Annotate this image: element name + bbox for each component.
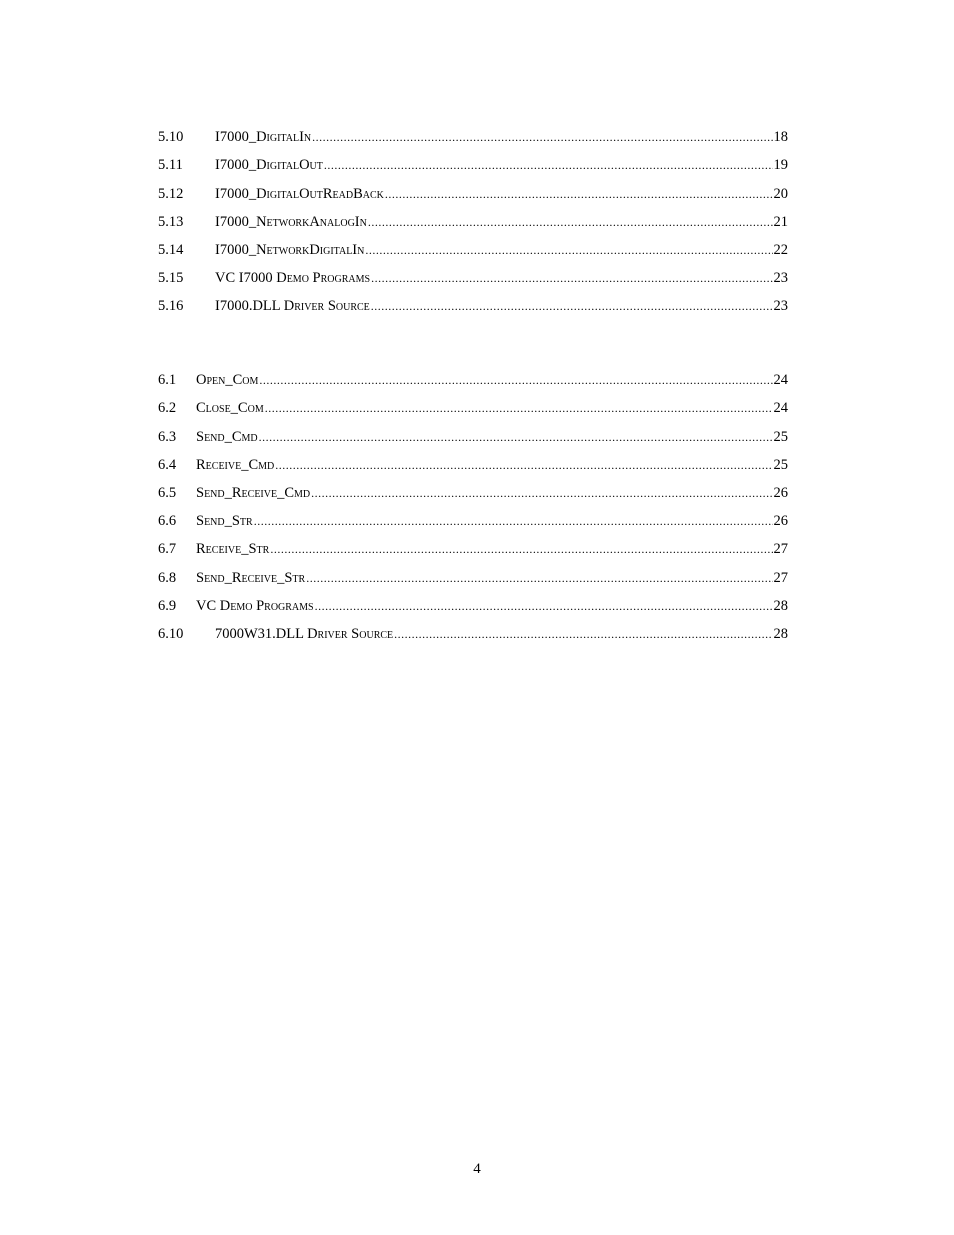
toc-entry[interactable] <box>158 446 788 474</box>
toc-entry[interactable] <box>158 502 788 530</box>
toc-dot-leader <box>270 540 772 558</box>
toc-entry[interactable] <box>158 587 788 615</box>
toc-entry-page: 28 <box>773 625 788 642</box>
toc-entry-number: 6.6 <box>158 513 177 530</box>
toc-entry-page: 18 <box>773 129 788 146</box>
toc-entry-title: I7000_NetworkAnalogIn <box>215 213 367 230</box>
toc-entry-page: 24 <box>773 372 788 389</box>
toc-dot-leader <box>368 213 773 231</box>
page-number: 4 <box>473 1161 481 1177</box>
toc-entry[interactable] <box>158 259 788 287</box>
toc-entry-number: 6.10 <box>158 625 184 642</box>
toc-entry-title: I7000_DigitalIn <box>215 129 312 146</box>
toc-entry-title: Send_Receive_Cmd <box>196 484 311 501</box>
toc-dot-leader <box>324 156 773 174</box>
toc-entry[interactable] <box>158 231 788 259</box>
toc-entry[interactable] <box>158 203 788 231</box>
toc-entry-number: 5.16 <box>158 298 184 315</box>
toc-entry-number: 6.7 <box>158 541 177 558</box>
toc-entry-page: 28 <box>773 597 788 614</box>
toc-entry-title: Receive_Str <box>196 541 270 558</box>
toc-entry-title: I7000_DigitalOutReadBack <box>215 185 384 202</box>
toc-entry-number: 5.15 <box>158 270 184 287</box>
toc-entry[interactable] <box>158 118 788 146</box>
toc-entry[interactable] <box>158 558 788 586</box>
toc-entry-page: 22 <box>773 241 788 258</box>
toc-entry[interactable] <box>158 389 788 417</box>
toc-entry-page: 26 <box>773 484 788 501</box>
toc-dot-leader <box>312 128 772 146</box>
toc-entry-page: 19 <box>773 157 788 174</box>
toc-entry-title: VC Demo Programs <box>196 597 314 614</box>
toc-entry-title: I7000_DigitalOut <box>215 157 323 174</box>
toc-entry-page: 24 <box>773 400 788 417</box>
toc-entry-page: 21 <box>773 213 788 230</box>
toc-entry-title: 7000W31.DLL Driver Source <box>215 625 394 642</box>
toc-dot-leader <box>371 269 772 287</box>
toc-entry-title: I7000.DLL Driver Source <box>215 298 370 315</box>
toc-entry-number: 5.12 <box>158 185 184 202</box>
toc-dot-leader <box>275 456 772 474</box>
toc-entry-page: 27 <box>773 541 788 558</box>
toc-entry-number: 6.5 <box>158 484 177 501</box>
toc-entry-page: 25 <box>773 456 788 473</box>
toc-entry-title: Receive_Cmd <box>196 456 275 473</box>
toc-dot-leader <box>265 399 773 417</box>
toc-entry-number: 6.1 <box>158 372 177 389</box>
toc-entry[interactable] <box>158 361 788 389</box>
toc-entry[interactable] <box>158 146 788 174</box>
toc-dot-leader <box>311 484 772 502</box>
toc-dot-leader <box>371 297 773 315</box>
toc-section-5 <box>158 118 788 315</box>
toc-entry[interactable] <box>158 615 788 643</box>
toc-entry[interactable] <box>158 174 788 202</box>
toc-dot-leader <box>259 428 773 446</box>
toc-entry-number: 5.14 <box>158 241 184 258</box>
toc-entry-number: 6.9 <box>158 597 177 614</box>
toc-dot-leader <box>259 371 772 389</box>
toc-entry[interactable] <box>158 530 788 558</box>
toc-entry-number: 6.3 <box>158 428 177 445</box>
toc-entry-number: 6.8 <box>158 569 177 586</box>
toc-entry-title: I7000_NetworkDigitalIn <box>215 241 365 258</box>
toc-dot-leader <box>365 241 772 259</box>
toc-entry-page: 23 <box>773 270 788 287</box>
toc-entry-page: 23 <box>773 298 788 315</box>
toc-entry-number: 5.11 <box>158 157 183 174</box>
toc-dot-leader <box>254 512 773 530</box>
toc-dot-leader <box>315 597 773 615</box>
toc-dot-leader <box>385 185 773 203</box>
toc-entry-title: Send_Receive_Str <box>196 569 306 586</box>
toc-dot-leader <box>306 569 772 587</box>
toc-entry-page: 27 <box>773 569 788 586</box>
toc-section-6 <box>158 361 788 643</box>
toc-entry[interactable] <box>158 474 788 502</box>
toc-entry-title: Send_Cmd <box>196 428 258 445</box>
toc-entry-page: 26 <box>773 513 788 530</box>
toc-entry[interactable] <box>158 417 788 445</box>
toc-dot-leader <box>394 625 772 643</box>
toc-entry-number: 5.13 <box>158 213 184 230</box>
toc-entry-number: 5.10 <box>158 129 184 146</box>
toc-entry-page: 25 <box>773 428 788 445</box>
toc-entry-number: 6.4 <box>158 456 177 473</box>
toc-entry-title: VC I7000 Demo Programs <box>215 270 371 287</box>
toc-entry[interactable] <box>158 287 788 315</box>
toc-entry-title: Send_Str <box>196 513 253 530</box>
toc-entry-number: 6.2 <box>158 400 177 417</box>
toc-entry-title: Open_Com <box>196 372 259 389</box>
toc-entry-title: Close_Com <box>196 400 264 417</box>
toc-entry-page: 20 <box>773 185 788 202</box>
